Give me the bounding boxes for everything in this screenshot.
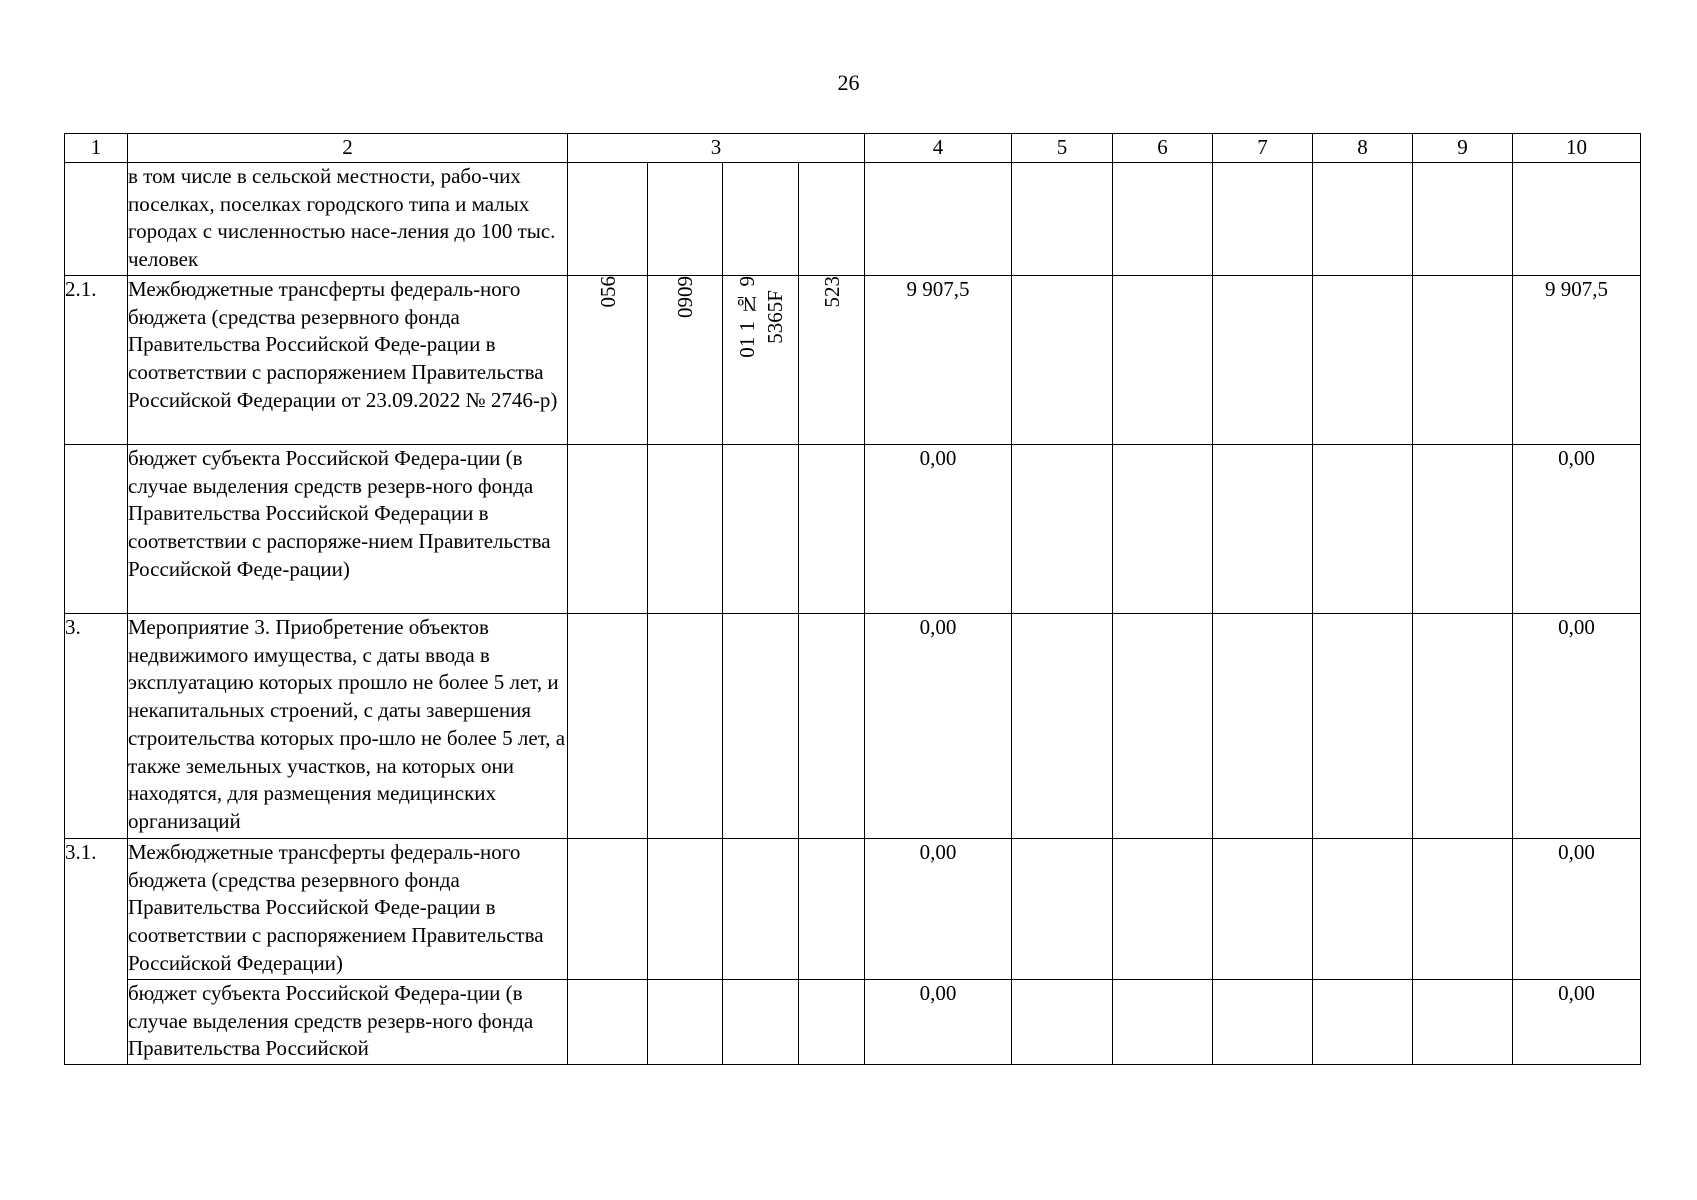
value-col-7 bbox=[1213, 839, 1313, 980]
code-csr bbox=[723, 980, 799, 1065]
value-col-8 bbox=[1313, 276, 1413, 445]
header-col-10: 10 bbox=[1513, 134, 1641, 163]
value-col-6 bbox=[1113, 445, 1213, 614]
code-csr bbox=[723, 445, 799, 614]
row-number: 3.1. bbox=[65, 839, 128, 1065]
value-col-8 bbox=[1313, 163, 1413, 276]
row-number: 3. bbox=[65, 614, 128, 839]
row-number bbox=[65, 163, 128, 276]
table-row bbox=[65, 839, 1641, 980]
code-grbs bbox=[568, 445, 648, 614]
header-col-5: 5 bbox=[1012, 134, 1113, 163]
header-col-1: 1 bbox=[65, 134, 128, 163]
value-col-9 bbox=[1413, 163, 1513, 276]
value-col-4: 9 907,5 bbox=[865, 276, 1012, 445]
code-grbs bbox=[568, 980, 648, 1065]
value-col-4: 0,00 bbox=[865, 614, 1012, 839]
value-col-7 bbox=[1213, 163, 1313, 276]
header-col-7: 7 bbox=[1213, 134, 1313, 163]
code-rzpr bbox=[648, 839, 723, 980]
value-col-6 bbox=[1113, 980, 1213, 1065]
code-rzpr bbox=[648, 276, 723, 445]
code-rzpr bbox=[648, 614, 723, 839]
value-col-10: 0,00 bbox=[1513, 980, 1641, 1065]
code-rzpr-text: 0909 bbox=[673, 276, 697, 318]
value-col-7 bbox=[1213, 614, 1313, 839]
code-grbs bbox=[568, 163, 648, 276]
code-rzpr bbox=[648, 445, 723, 614]
value-col-6 bbox=[1113, 839, 1213, 980]
code-vr bbox=[799, 276, 865, 445]
header-col-8: 8 bbox=[1313, 134, 1413, 163]
code-grbs bbox=[568, 614, 648, 839]
header-col-6: 6 bbox=[1113, 134, 1213, 163]
row-number bbox=[65, 445, 128, 614]
table-row bbox=[65, 163, 1641, 276]
header-col-4: 4 bbox=[865, 134, 1012, 163]
code-csr bbox=[723, 276, 799, 445]
code-csr bbox=[723, 163, 799, 276]
value-col-7 bbox=[1213, 980, 1313, 1065]
value-col-5 bbox=[1012, 445, 1113, 614]
value-col-8 bbox=[1313, 980, 1413, 1065]
code-grbs-text: 056 bbox=[595, 276, 620, 308]
code-vr bbox=[799, 614, 865, 839]
code-vr bbox=[799, 839, 865, 980]
code-rzpr bbox=[648, 980, 723, 1065]
code-grbs bbox=[568, 839, 648, 980]
table-row bbox=[65, 614, 1641, 839]
table-row bbox=[65, 276, 1641, 445]
value-col-4 bbox=[865, 163, 1012, 276]
header-row bbox=[65, 134, 1641, 163]
header-col-3: 3 bbox=[568, 134, 865, 163]
value-col-5 bbox=[1012, 614, 1113, 839]
value-col-6 bbox=[1113, 276, 1213, 445]
value-col-10: 0,00 bbox=[1513, 839, 1641, 980]
value-col-7 bbox=[1213, 276, 1313, 445]
code-vr-text: 523 bbox=[819, 276, 844, 308]
value-col-7 bbox=[1213, 445, 1313, 614]
value-col-8 bbox=[1313, 839, 1413, 980]
code-csr bbox=[723, 839, 799, 980]
code-vr bbox=[799, 445, 865, 614]
header-col-9: 9 bbox=[1413, 134, 1513, 163]
value-col-4: 0,00 bbox=[865, 980, 1012, 1065]
page-number: 26 bbox=[837, 70, 860, 95]
value-col-10 bbox=[1513, 163, 1641, 276]
value-col-9 bbox=[1413, 445, 1513, 614]
value-col-5 bbox=[1012, 276, 1113, 445]
row-number: 2.1. bbox=[65, 276, 128, 445]
value-col-5 bbox=[1012, 839, 1113, 980]
code-csr-text: 01 1 № 9 5365F bbox=[734, 276, 787, 358]
table-row bbox=[65, 980, 1641, 1065]
value-col-9 bbox=[1413, 980, 1513, 1065]
budget-table bbox=[64, 133, 1641, 1065]
row-description: бюджет субъекта Российской Федера-ции (в случае выделения средств резерв-ного фонда Правительства Российской Федерации в соответствии с распоряже-нием Правительства Российской Феде-рации) bbox=[128, 445, 568, 614]
value-col-6 bbox=[1113, 163, 1213, 276]
value-col-10: 0,00 bbox=[1513, 445, 1641, 614]
value-col-4: 0,00 bbox=[865, 445, 1012, 614]
code-rzpr bbox=[648, 163, 723, 276]
code-csr bbox=[723, 614, 799, 839]
value-col-4: 0,00 bbox=[865, 839, 1012, 980]
value-col-5 bbox=[1012, 980, 1113, 1065]
value-col-8 bbox=[1313, 445, 1413, 614]
header-col-2: 2 bbox=[128, 134, 568, 163]
value-col-9 bbox=[1413, 614, 1513, 839]
row-description: бюджет субъекта Российской Федера-ции (в случае выделения средств резерв-ного фонда Правительства Российской bbox=[128, 980, 568, 1065]
row-description: Межбюджетные трансферты федераль-ного бюджета (средства резервного фонда Правительства Российской Феде-рации в соответствии с распоряжением Правительства Российской Федерации) bbox=[128, 839, 568, 980]
table-row bbox=[65, 445, 1641, 614]
value-col-10: 9 907,5 bbox=[1513, 276, 1641, 445]
code-grbs bbox=[568, 276, 648, 445]
value-col-10: 0,00 bbox=[1513, 614, 1641, 839]
row-description: Мероприятие 3. Приобретение объектов недвижимого имущества, с даты ввода в эксплуатацию которых прошло не более 5 лет, и некапитальных строений, с даты завершения строительства которых про-шло не более 5 лет, а также земельных участков, на которых они находятся, для размещения медицинских организаций bbox=[128, 614, 568, 839]
value-col-6 bbox=[1113, 614, 1213, 839]
code-vr bbox=[799, 980, 865, 1065]
row-description: Межбюджетные трансферты федераль-ного бюджета (средства резервного фонда Правительства Российской Феде-рации в соответствии с распоряжением Правительства Российской Федерации от 23.09.2022 № 2746-р) bbox=[128, 276, 568, 445]
value-col-5 bbox=[1012, 163, 1113, 276]
code-vr bbox=[799, 163, 865, 276]
row-description: в том числе в сельской местности, рабо-чих поселках, поселках городского типа и малых городах с численностью насе-ления до 100 тыс. человек bbox=[128, 163, 568, 276]
value-col-9 bbox=[1413, 276, 1513, 445]
value-col-8 bbox=[1313, 614, 1413, 839]
value-col-9 bbox=[1413, 839, 1513, 980]
